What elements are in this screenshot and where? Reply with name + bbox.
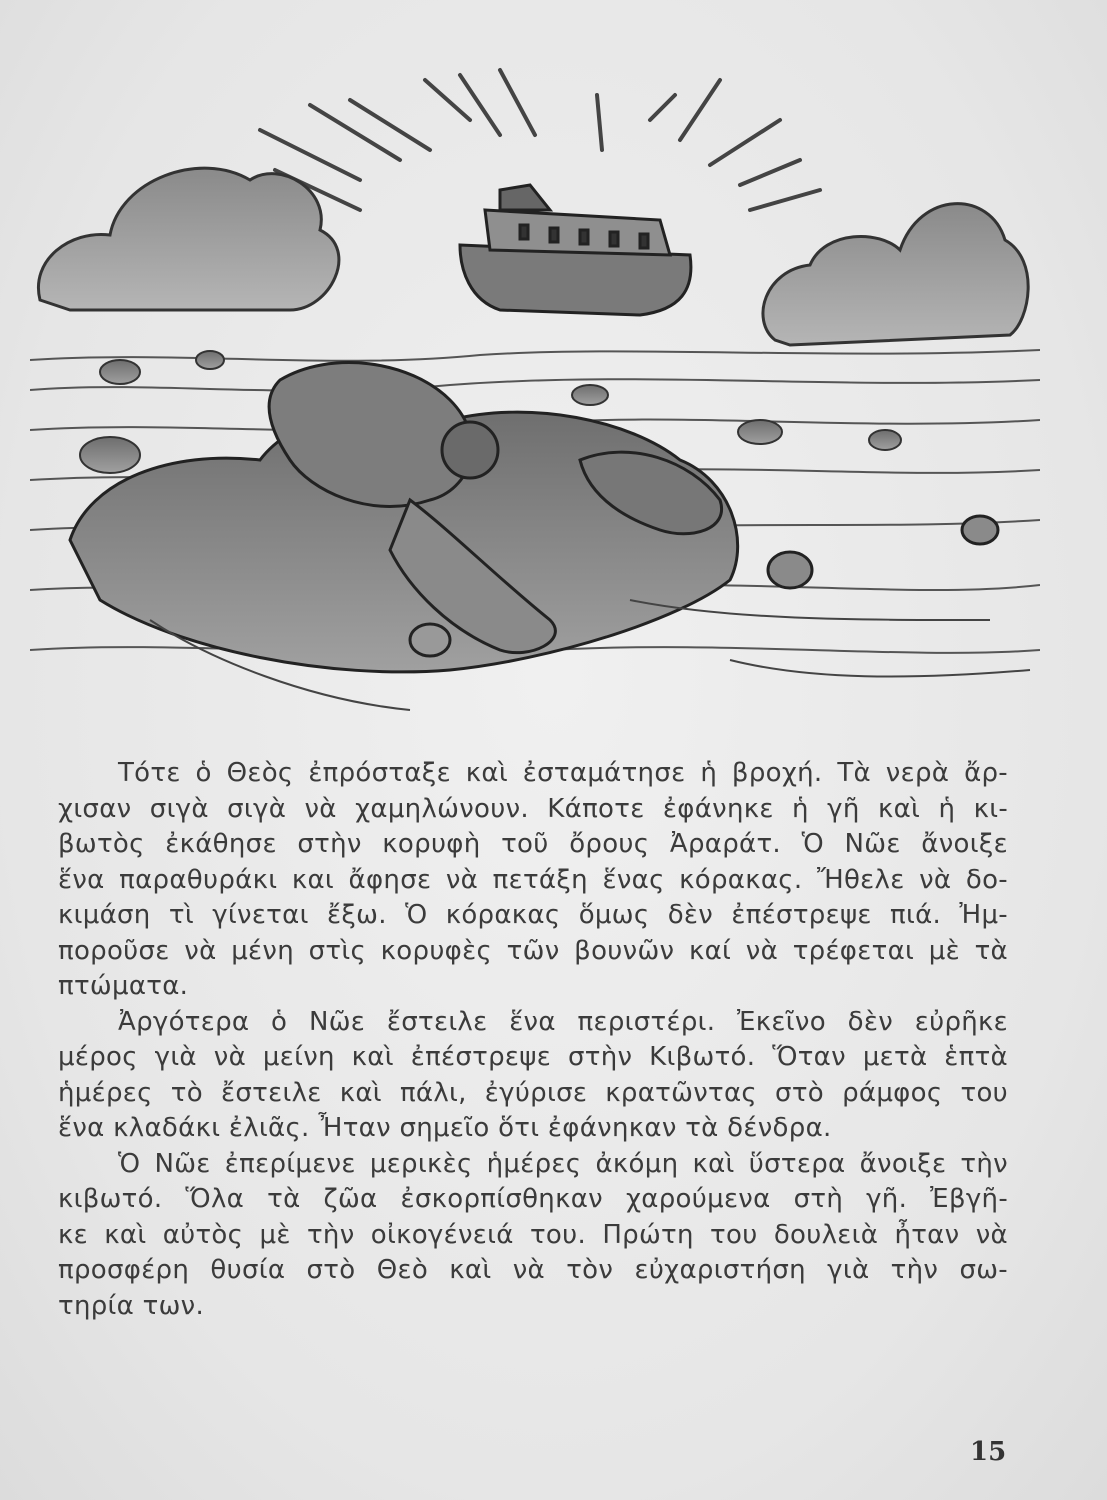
paragraph-1: [58, 756, 1008, 1005]
text-line: ἕνα κλαδάκι ἐλιᾶς. Ἦταν σημεῖο ὅτι ἐφάνηκαν τὰ δένδρα.: [58, 1113, 832, 1143]
text-line: ποροῦσε νὰ μένη στὶς κορυφὲς τῶν βουνῶν καί νὰ τρέφεται μὲ τὰ: [58, 935, 1008, 966]
left-cloud: [38, 168, 338, 310]
text-line: κε καὶ αὐτὸς μὲ τὴν οἰκογένειά του. Πρώτη του δουλειὰ ἦταν νὰ: [58, 1219, 1008, 1250]
text-line: βωτὸς ἐκάθησε στὴν κορυφὴ τοῦ ὄρους Ἀραράτ. Ὁ Νῶε ἄνοιξε: [58, 829, 1008, 859]
text-line: ἡμέρες τὸ ἔστειλε καὶ πάλι, ἐγύρισε κρατῶντας στὸ ράμφος του: [58, 1077, 1008, 1108]
ark: [460, 185, 691, 315]
paragraph-3: [58, 1147, 1008, 1325]
text-line: χισαν σιγὰ σιγὰ νὰ χαμηλώνουν. Κάποτε ἐφάνηκε ἡ γῆ καὶ ἡ κι-: [58, 793, 1008, 824]
text-line: μέρος γιὰ νὰ μείνη καὶ ἐπέστρεψε στὴν Κιβωτό. Ὅταν μετὰ ἑπτὰ: [58, 1042, 1008, 1072]
paragraph-2: [58, 1005, 1008, 1147]
sun-rays: [260, 70, 820, 210]
story-text: [58, 756, 1008, 1324]
right-cloud: [763, 204, 1028, 345]
noah-ark-flood-illustration: [30, 60, 1040, 720]
text-line: κιβωτό. Ὅλα τὰ ζῶα ἐσκορπίσθηκαν χαρούμενα στὴ γῆ. Ἐβγῆ-: [58, 1184, 1008, 1214]
text-line: τηρία των.: [58, 1290, 205, 1321]
page-number: 15: [970, 1437, 1007, 1467]
text-line: Ἀργότερα ὁ Νῶε ἔστειλε ἕνα περιστέρι. Ἐκεῖνο δὲν εὐρῆκε: [118, 1006, 1008, 1037]
text-line: ἕνα παραθυράκι και ἄφησε νὰ πετάξη ἕνας κόρακας. Ἤθελε νὰ δο-: [58, 864, 1008, 895]
text-line: κιμάση τὶ γίνεται ἔξω. Ὁ κόρακας ὅμως δὲν ἐπέστρεψε πιά. Ἠμ-: [58, 900, 1008, 930]
text-line: Τότε ὁ Θεὸς ἐπρόσταξε καὶ ἐσταμάτησε ἡ βροχή. Τὰ νερὰ ἄρ-: [118, 758, 1008, 788]
text-line: πτώματα.: [58, 971, 189, 1001]
figure-head: [442, 422, 498, 478]
text-line: προσφέρη θυσία στὸ Θεὸ καὶ νὰ τὸν εὐχαριστήση γιὰ τὴν σω-: [58, 1255, 1008, 1285]
text-line: Ὁ Νῶε ἐπερίμενε μερικὲς ἡμέρες ἀκόμη καὶ ὕστερα ἄνοιξε τὴν: [118, 1148, 1008, 1179]
